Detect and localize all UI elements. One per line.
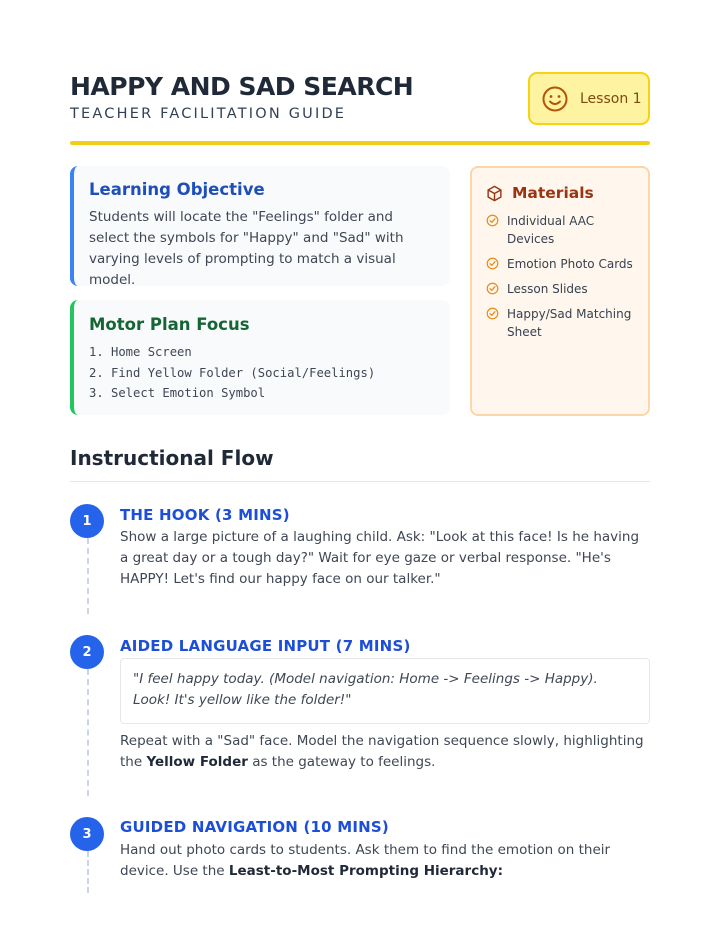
instructional-flow-heading: Instructional Flow (70, 446, 274, 470)
timeline-connector (87, 669, 89, 796)
step-body: Show a large picture of a laughing child. Ask: "Look at this face! Is he having a great day or a tough day?" Wait for eye gaze or verbal response. "He's HAPPY! Let's find our happy face on our talker." (120, 529, 640, 587)
step-text: Repeat with a "Sad" face. Model the navigation sequence slowly, highlighting the (120, 733, 644, 770)
motor-plan-step: 2. Find Yellow Folder (Social/Feelings) (89, 365, 376, 380)
motor-plan-steps (89, 342, 436, 404)
header-divider (70, 141, 650, 145)
step-body (120, 731, 650, 773)
objective-heading: Learning Objective (89, 180, 265, 199)
motor-plan-heading: Motor Plan Focus (89, 315, 250, 334)
model-quote: "I feel happy today. (Model navigation: Home -> Feelings -> Happy). Look! It's yellow like the folder!" (120, 658, 650, 724)
material-label: Individual AAC Devices (507, 214, 595, 246)
material-label: Lesson Slides (507, 282, 588, 296)
motor-plan-card (70, 300, 450, 415)
materials-card (470, 166, 650, 416)
objective-text: Students will locate the "Feelings" folder and select the symbols for "Happy" and "Sad" with varying levels of prompting to match a visual model. (89, 209, 404, 288)
list-item (486, 255, 636, 273)
flow-divider (70, 481, 650, 482)
motor-plan-step: 3. Select Emotion Symbol (89, 386, 266, 400)
step-number-badge: 2 (70, 635, 104, 669)
step-title: GUIDED NAVIGATION (10 MINS) (120, 818, 389, 836)
page-subtitle: TEACHER FACILITATION GUIDE (70, 106, 347, 122)
check-circle-icon (486, 307, 499, 320)
check-circle-icon (486, 282, 499, 295)
materials-list (486, 212, 636, 341)
page-title: HAPPY AND SAD SEARCH (70, 72, 414, 101)
material-label: Emotion Photo Cards (507, 257, 633, 271)
materials-heading: Materials (512, 184, 594, 202)
step-number-badge: 1 (70, 504, 104, 538)
materials-header (486, 184, 636, 202)
step-highlight: Yellow Folder (146, 754, 248, 770)
page-header (70, 72, 650, 142)
step-title: AIDED LANGUAGE INPUT (7 MINS) (120, 637, 411, 655)
list-item (486, 280, 636, 298)
list-item (486, 212, 636, 248)
check-circle-icon (486, 257, 499, 270)
learning-objective-card (70, 166, 450, 286)
lesson-badge (528, 72, 650, 125)
list-item (486, 305, 636, 341)
timeline-connector (87, 538, 89, 614)
step-title: THE HOOK (3 MINS) (120, 506, 290, 524)
material-label: Happy/Sad Matching Sheet (507, 307, 632, 339)
step-body (120, 840, 650, 882)
box-icon (486, 185, 503, 202)
check-circle-icon (486, 214, 499, 227)
step-text: Hand out photo cards to students. Ask them to find the emotion on their device. Use the (120, 842, 611, 879)
lesson-label: Lesson 1 (580, 90, 642, 107)
step-highlight: Least-to-Most Prompting Hierarchy: (228, 863, 504, 879)
motor-plan-step: 1. Home Screen (89, 345, 192, 359)
step-text: as the gateway to feelings. (247, 754, 436, 770)
smiley-icon (541, 85, 569, 113)
step-number-badge: 3 (70, 817, 104, 851)
timeline-connector (87, 851, 89, 893)
